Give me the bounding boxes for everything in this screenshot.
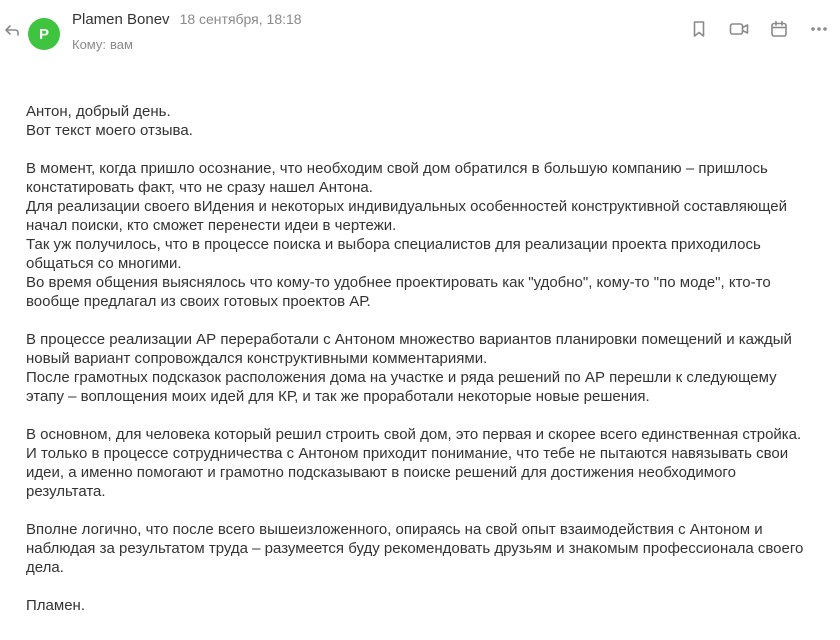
body-line: констатировать факт, что не сразу нашел Антона. — [26, 179, 373, 196]
body-line: Вполне логично, что после всего вышеизложенного, опираясь на свой опыт взаимодействия с Антоном и — [26, 521, 763, 538]
sender-name[interactable]: Plamen Bonev — [72, 11, 170, 28]
paragraph-understanding — [26, 425, 826, 501]
greeting-line: Антон, добрый день. — [26, 103, 171, 120]
recipient-label: Кому: — [72, 37, 106, 52]
body-line: Так уж получилось, что в процессе поиска и выбора специалистов для реализации проекта приходилось — [26, 236, 761, 253]
calendar-icon[interactable] — [768, 18, 790, 40]
body-line: новый вариант сопровождался конструктивными комментариями. — [26, 350, 488, 367]
body-line: результата. — [26, 483, 106, 500]
body-line: вообще предлагал из своих готовых проектов АР. — [26, 293, 371, 310]
message-date: 18 сентября, 18:18 — [179, 11, 302, 27]
intro-line: Вот текст моего отзыва. — [26, 122, 193, 139]
body-line: В процессе реализации АР переработали с Антоном множество вариантов планировки помещений и каждый — [26, 331, 792, 348]
paragraph-recommendation — [26, 520, 826, 577]
body-line: дела. — [26, 559, 64, 576]
paragraph-process — [26, 330, 826, 406]
body-line: Во время общения выяснялось что кому-то удобнее проектировать как "удобно", кому-то "по моде", кто-то — [26, 274, 771, 291]
bookmark-icon[interactable] — [688, 18, 710, 40]
body-line: идеи, а именно помогают и грамотно подсказывают в поиске решений для достижения необходимого — [26, 464, 736, 481]
recipient-line — [72, 37, 133, 52]
paragraph-search — [26, 159, 826, 311]
body-line: начал поиски, кто сможет перенести идеи в чертежи. — [26, 217, 397, 234]
sender-line — [72, 11, 302, 28]
body-line: В основном, для человека который решил строить свой дом, это первая и скорее всего единственная стройка. — [26, 426, 802, 443]
avatar — [28, 18, 60, 50]
body-line: этапу – воплощения моих идей для КР, и так же проработали некоторые новые решения. — [26, 388, 650, 405]
greeting-paragraph — [26, 102, 826, 140]
avatar-letter: P — [38, 25, 49, 43]
body-line: Для реализации своего вИдения и некоторых индивидуальных особенностей конструктивной составляющей — [26, 198, 787, 215]
recipient-value: вам — [110, 37, 133, 52]
body-line: В момент, когда пришло осознание, что необходим свой дом обратился в большую компанию – пришлось — [26, 160, 768, 177]
signature: Пламен. — [26, 597, 85, 614]
message-body — [26, 102, 826, 615]
video-call-icon[interactable] — [728, 18, 750, 40]
signature-paragraph — [26, 596, 826, 615]
body-line: И только в процессе сотрудничества с Антоном приходит понимание, что тебе не пытаются навязывать свои — [26, 445, 789, 462]
body-line: После грамотных подсказок расположения дома на участке и ряда решений по АР перешли к следующему — [26, 369, 777, 386]
reply-icon[interactable] — [4, 22, 20, 38]
more-icon[interactable] — [808, 18, 830, 40]
body-line: общаться со многими. — [26, 255, 182, 272]
body-line: наблюдая за результатом труда – разумеется буду рекомендовать друзьям и знакомым профессионала своего — [26, 540, 804, 557]
message-toolbar — [688, 18, 830, 40]
